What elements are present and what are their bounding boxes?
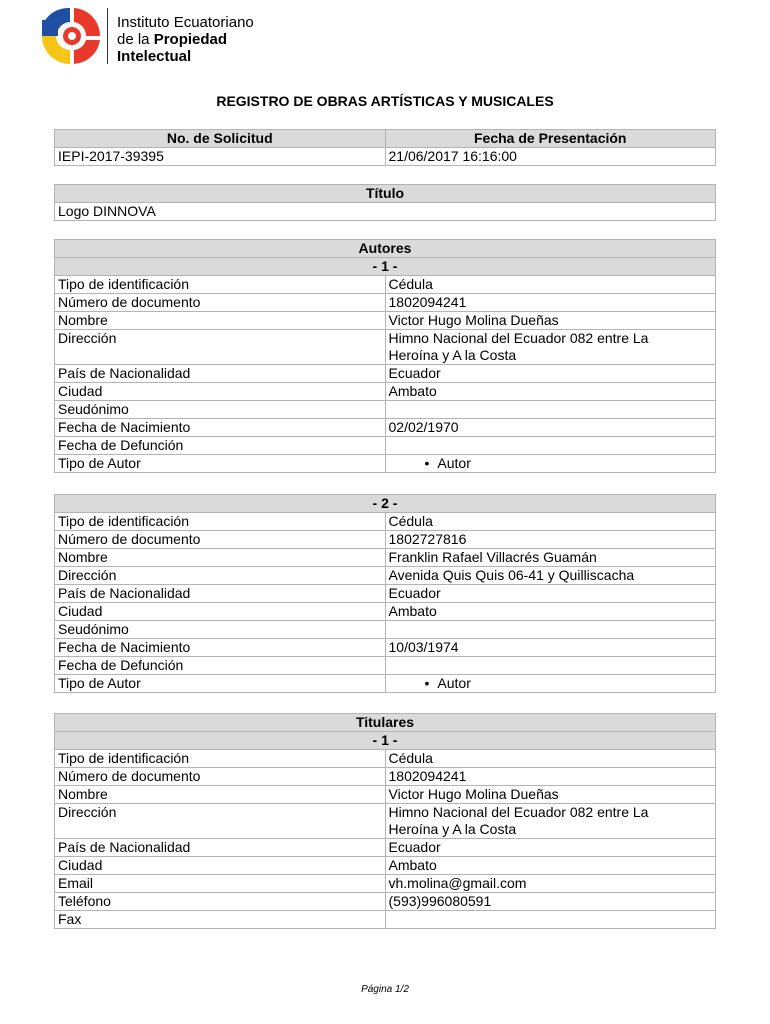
table-row: [55, 603, 716, 621]
table-row: [55, 857, 716, 875]
field-label: Fecha de Defunción: [55, 657, 386, 675]
field-label: Teléfono: [55, 893, 386, 911]
field-label: Número de documento: [55, 294, 386, 312]
field-value: Victor Hugo Molina Dueñas: [385, 312, 716, 330]
titular-index: - 1 -: [55, 732, 716, 750]
table-row: [55, 312, 716, 330]
field-value: Avenida Quis Quis 06-41 y Quilliscacha: [385, 567, 716, 585]
field-value: 10/03/1974: [385, 639, 716, 657]
field-label: Ciudad: [55, 857, 386, 875]
titulo-header: Título: [55, 185, 716, 203]
iepi-logo: [40, 6, 280, 68]
field-label: País de Nacionalidad: [55, 839, 386, 857]
iepi-logo-mark-icon: [40, 6, 104, 66]
field-value: Victor Hugo Molina Dueñas: [385, 786, 716, 804]
field-label: Nombre: [55, 786, 386, 804]
field-value: [385, 437, 716, 455]
field-label: Tipo de identificación: [55, 276, 386, 294]
field-label: Ciudad: [55, 383, 386, 401]
field-label: Tipo de Autor: [55, 455, 386, 473]
field-value: Cédula: [385, 750, 716, 768]
field-label: Número de documento: [55, 531, 386, 549]
table-row: [55, 455, 716, 473]
titulo-value: Logo DINNOVA: [55, 203, 716, 221]
field-label: Seudónimo: [55, 621, 386, 639]
email-link[interactable]: vh.molina@gmail.com: [385, 875, 716, 893]
field-label: Tipo de identificación: [55, 513, 386, 531]
fecha-presentacion-value: 21/06/2017 16:16:00: [385, 148, 716, 166]
field-value-bullet: • Autor: [385, 675, 716, 693]
logo-line-3: Intelectual: [117, 48, 192, 65]
table-row: [55, 585, 716, 603]
autor-index: - 2 -: [55, 495, 716, 513]
table-row: [55, 657, 716, 675]
table-row: [55, 383, 716, 401]
fecha-presentacion-header: Fecha de Presentación: [385, 130, 716, 148]
table-row: [55, 513, 716, 531]
table-row: [55, 675, 716, 693]
field-label: Tipo de Autor: [55, 675, 386, 693]
field-value: [385, 401, 716, 419]
field-value: Cédula: [385, 276, 716, 294]
field-label: Nombre: [55, 549, 386, 567]
field-value: Ecuador: [385, 839, 716, 857]
logo-text: [117, 14, 254, 65]
field-label: Seudónimo: [55, 401, 386, 419]
table-row: [55, 621, 716, 639]
table-row: [55, 893, 716, 911]
field-value: [385, 911, 716, 929]
field-label: Fecha de Nacimiento: [55, 419, 386, 437]
table-row: [55, 911, 716, 929]
field-label: País de Nacionalidad: [55, 365, 386, 383]
field-value: Himno Nacional del Ecuador 082 entre La Heroína y A la Costa: [385, 804, 716, 839]
field-label: Ciudad: [55, 603, 386, 621]
field-value: Ecuador: [385, 585, 716, 603]
field-value: Ambato: [385, 383, 716, 401]
field-value: [385, 657, 716, 675]
autores-header: Autores: [55, 240, 716, 258]
table-row: [55, 294, 716, 312]
field-label: Tipo de identificación: [55, 750, 386, 768]
no-solicitud-header: No. de Solicitud: [55, 130, 386, 148]
autores-table: [54, 239, 716, 473]
field-value: 1802727816: [385, 531, 716, 549]
no-solicitud-value: IEPI-2017-39395: [55, 148, 386, 166]
field-value-bullet: • Autor: [385, 455, 716, 473]
field-value: Himno Nacional del Ecuador 082 entre La Heroína y A la Costa: [385, 330, 716, 365]
field-value: Cédula: [385, 513, 716, 531]
field-value: Ambato: [385, 603, 716, 621]
titulares-header: Titulares: [55, 714, 716, 732]
autor-index: - 1 -: [55, 258, 716, 276]
table-row: [55, 839, 716, 857]
field-value: Ecuador: [385, 365, 716, 383]
field-label: Dirección: [55, 567, 386, 585]
titulo-table: [54, 184, 716, 221]
table-row: [55, 531, 716, 549]
logo-line-1: Instituto Ecuatoriano: [117, 14, 254, 31]
field-label: Dirección: [55, 330, 386, 365]
table-row: [55, 365, 716, 383]
autor-2-table: [54, 494, 716, 693]
field-label: Dirección: [55, 804, 386, 839]
field-value: 1802094241: [385, 294, 716, 312]
field-label: Número de documento: [55, 768, 386, 786]
page-number: Página 1/2: [361, 984, 409, 995]
table-row: [55, 875, 716, 893]
table-row: [55, 330, 716, 365]
table-row: [55, 549, 716, 567]
field-value: Ambato: [385, 857, 716, 875]
solicitud-table: [54, 129, 716, 166]
field-value: 1802094241: [385, 768, 716, 786]
field-value: 02/02/1970: [385, 419, 716, 437]
logo-divider: [107, 8, 108, 64]
table-row: [55, 419, 716, 437]
field-label: Fecha de Defunción: [55, 437, 386, 455]
field-label: País de Nacionalidad: [55, 585, 386, 603]
table-row: [55, 804, 716, 839]
table-row: [55, 750, 716, 768]
titulares-table: [54, 713, 716, 929]
document-title: REGISTRO DE OBRAS ARTÍSTICAS Y MUSICALES: [216, 93, 554, 109]
field-label: Email: [55, 875, 386, 893]
field-value: (593)996080591: [385, 893, 716, 911]
field-label: Fax: [55, 911, 386, 929]
field-value: Franklin Rafael Villacrés Guamán: [385, 549, 716, 567]
table-row: [55, 768, 716, 786]
logo-line-2: de la Propiedad: [117, 31, 228, 48]
table-row: [55, 639, 716, 657]
table-row: [55, 401, 716, 419]
table-row: [55, 786, 716, 804]
table-row: [55, 567, 716, 585]
field-label: Nombre: [55, 312, 386, 330]
table-row: [55, 276, 716, 294]
field-value: [385, 621, 716, 639]
field-label: Fecha de Nacimiento: [55, 639, 386, 657]
table-row: [55, 437, 716, 455]
